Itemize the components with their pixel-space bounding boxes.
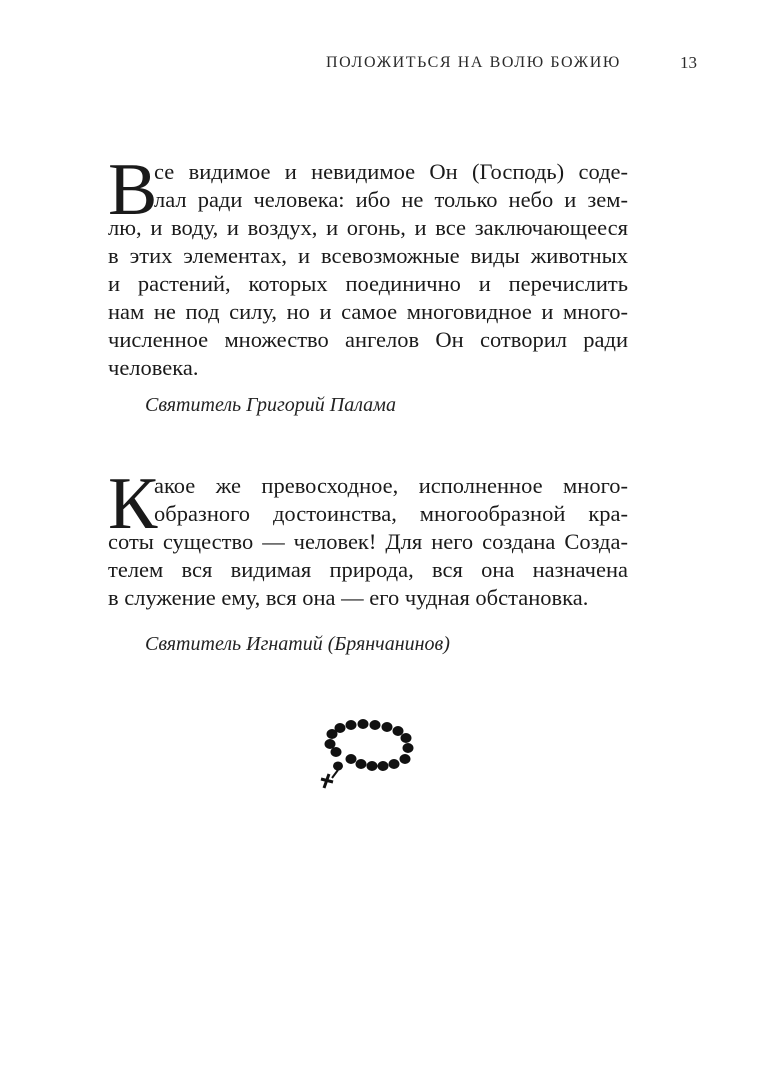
- quote-2-line: акое же превосходное, исполненное много-: [154, 473, 628, 498]
- dropcap-1: В: [108, 149, 158, 231]
- running-title: ПОЛОЖИТЬСЯ НА ВОЛЮ БОЖИЮ: [326, 54, 621, 71]
- quote-1: [108, 149, 628, 382]
- quote-1-line: человека.: [108, 355, 199, 380]
- quote-1-line: се видимое и невидимое Он (Господь) соде-: [154, 159, 628, 184]
- quote-1-line: лю, и воду, и воздух, и огонь, и все заключающееся: [108, 215, 628, 240]
- quote-1-author: Святитель Григорий Палама: [145, 394, 396, 416]
- quote-2-line: образного достоинства, многообразной кра-: [154, 501, 628, 526]
- page-number: 13: [680, 53, 697, 72]
- quote-2: [108, 463, 628, 612]
- quote-1-line: лал ради человека: ибо не только небо и зем-: [154, 187, 628, 212]
- quote-1-line: и растений, которых поединично и перечислить: [108, 271, 628, 296]
- quote-1-line: в этих элементах, и всевозможные виды животных: [108, 243, 628, 268]
- quote-2-line: соты существо — человек! Для него создана Созда-: [108, 529, 628, 554]
- rosary-icon: [318, 716, 418, 792]
- quote-2-line: в служение ему, вся она — его чудная обстановка.: [108, 585, 589, 610]
- quote-2-author: Святитель Игнатий (Брянчанинов): [145, 633, 450, 655]
- quote-2-line: телем вся видимая природа, вся она назначена: [108, 557, 628, 582]
- dropcap-2: К: [108, 463, 158, 545]
- quote-1-line: численное множество ангелов Он сотворил ради: [108, 327, 628, 352]
- quote-1-line: нам не под силу, но и самое многовидное и много-: [108, 299, 628, 324]
